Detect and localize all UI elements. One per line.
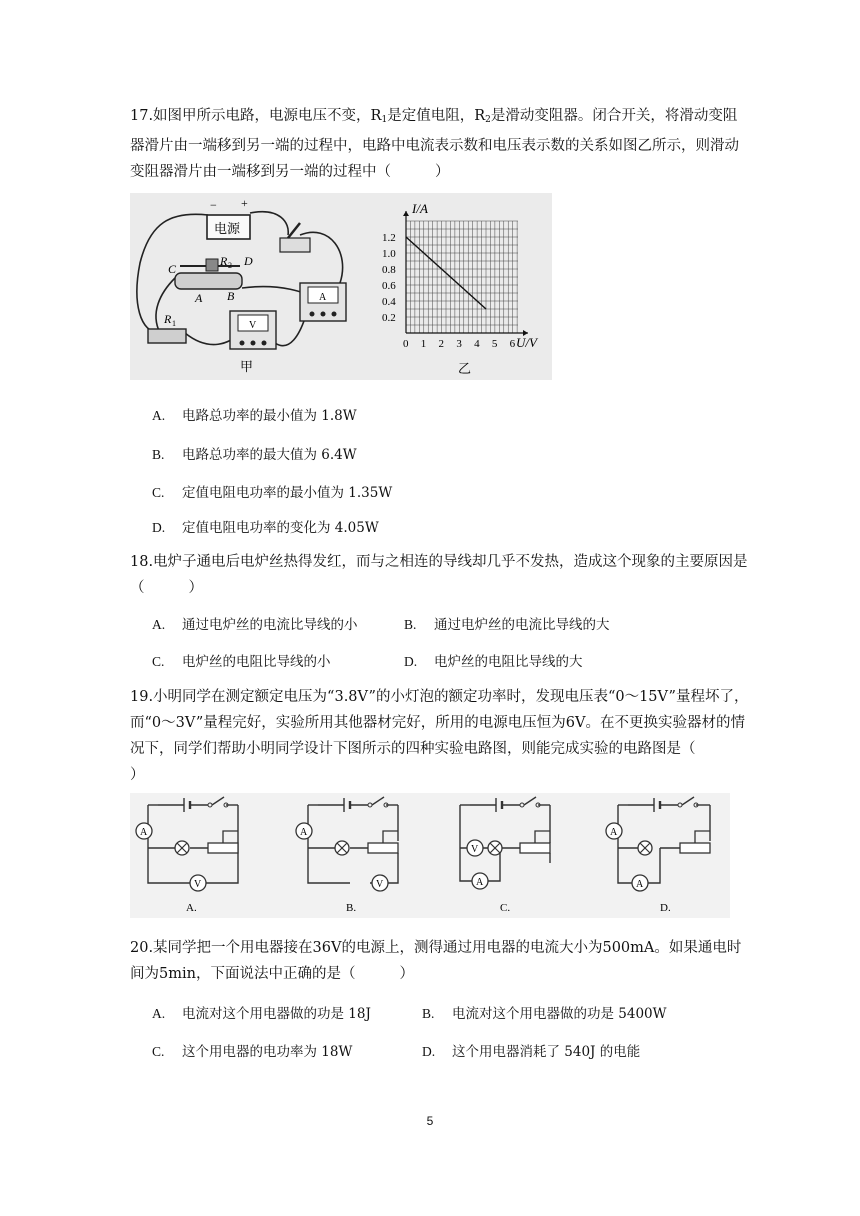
power-supply-label: 电源 <box>214 221 241 236</box>
option-letter: D. <box>152 520 166 535</box>
q20-close-paren: ） <box>399 966 414 982</box>
option-letter: C. <box>152 485 165 500</box>
option-text: 电炉丝的电阻比导线的小 <box>182 654 331 670</box>
x-tick-label: 1 <box>420 338 427 350</box>
option-text: 通过电炉丝的电流比导线的小 <box>182 617 358 633</box>
label-b: B <box>227 289 235 303</box>
ammeter-label: A <box>140 827 148 838</box>
r1-subscript: 1 <box>381 115 388 125</box>
x-tick-label: 5 <box>491 338 498 350</box>
q20-option-c[interactable] <box>152 1040 352 1060</box>
label-r2: R <box>220 254 228 268</box>
x-tick-label: 6 <box>509 338 516 350</box>
x-tick-label: 0 <box>403 338 409 350</box>
x-axis-label: U/V <box>516 335 537 350</box>
q17-close-paren: ） <box>435 164 450 180</box>
circuit-d <box>606 797 710 914</box>
q19-close-paren: ） <box>130 767 145 783</box>
question-20-text <box>130 935 750 987</box>
ammeter-label: A <box>636 879 644 890</box>
q17-text-part1: 17.如图甲所示电路，电源电压不变，R <box>130 108 382 124</box>
q17-option-a[interactable] <box>152 404 357 424</box>
label-c: C <box>168 262 177 276</box>
voltmeter-label: V <box>376 879 384 890</box>
ammeter-label: A <box>319 292 327 303</box>
q19-circuits <box>130 793 730 918</box>
q18-option-a[interactable] <box>152 613 358 633</box>
plus-terminal-label: + <box>241 196 248 210</box>
option-letter: D. <box>422 1044 436 1059</box>
circuit-c <box>460 797 550 914</box>
label-r2-sub: 2 <box>228 261 232 270</box>
q18-text: 18.电炉子通电后电炉丝热得发红，而与之相连的导线却几乎不发热，造成这个现象的主要原因是（ <box>130 554 748 596</box>
label-a: A <box>195 291 203 305</box>
option-letter: A. <box>152 617 166 632</box>
x-tick-label: 3 <box>456 338 462 350</box>
circuit-jia-svg <box>130 193 372 380</box>
q17-option-d[interactable] <box>152 516 379 536</box>
option-letter: A. <box>152 1006 166 1021</box>
ammeter-label: A <box>300 827 308 838</box>
q18-option-b[interactable] <box>404 613 610 633</box>
y-tick-label: 0.2 <box>382 312 396 324</box>
circuit-a <box>136 797 238 914</box>
question-19-text <box>130 684 750 788</box>
iu-graph <box>372 193 552 380</box>
option-letter: C. <box>152 654 165 669</box>
y-tick-label: 0.6 <box>382 280 396 292</box>
option-letter: B. <box>404 617 417 632</box>
question-17-text <box>130 103 750 185</box>
figure-yi-caption: 乙 <box>458 361 472 376</box>
q18-option-d[interactable] <box>404 650 583 670</box>
y-axis-label: I/A <box>412 201 428 216</box>
q20-option-d[interactable] <box>422 1040 640 1060</box>
voltmeter-label: V <box>194 879 202 890</box>
option-text: 电路总功率的最大值为 6.4W <box>182 447 357 463</box>
y-axis-arrow <box>403 211 409 216</box>
option-letter: B. <box>152 447 165 462</box>
q19-circuits-svg <box>130 793 730 918</box>
q18-option-c[interactable] <box>152 650 331 670</box>
minus-terminal-label: − <box>210 198 217 212</box>
option-text: 这个用电器的电功率为 18W <box>182 1044 353 1060</box>
option-letter: D. <box>404 654 418 669</box>
q17-text-part2: 是定值电阻，R <box>387 108 486 124</box>
voltmeter-label: V <box>249 320 257 331</box>
label-d: D <box>244 254 253 268</box>
q17-option-b[interactable] <box>152 443 357 463</box>
label-r1: R <box>164 312 172 326</box>
circuit-caption: C. <box>500 902 511 914</box>
figure-jia <box>130 193 372 380</box>
q20-text: 20.某同学把一个用电器接在36V的电源上，测得通过用电器的电流大小为500mA。如果通电时间为5min，下面说法中正确的是（ <box>130 940 742 982</box>
q20-option-a[interactable] <box>152 1002 371 1022</box>
circuit-b <box>296 797 398 914</box>
option-text: 定值电阻电功率的最小值为 1.35W <box>182 485 393 501</box>
r2-subscript: 2 <box>485 115 491 125</box>
q20-option-b[interactable] <box>422 1002 667 1022</box>
option-text: 电路总功率的最小值为 1.8W <box>182 408 357 424</box>
circuit-caption: A. <box>186 902 197 914</box>
q19-text: 19.小明同学在测定额定电压为“3.8V”的小灯泡的额定功率时，发现电压表“0～15V”量程坏了，而“0～3V”量程完好，实验所用其他器材完好，所用的电源电压恒为6V。在不更换实验器材的情况下，同学们帮助小明同学设计下图所示的四种实验电路图，则能完成实验的电路图是（ <box>130 689 749 757</box>
y-tick-label: 1.2 <box>382 232 396 244</box>
voltmeter-label: V <box>471 844 479 855</box>
option-letter: C. <box>152 1044 165 1059</box>
y-tick-label: 0.8 <box>382 264 396 276</box>
q17-option-c[interactable] <box>152 481 392 501</box>
question-18-text <box>130 549 750 601</box>
option-text: 电炉丝的电阻比导线的大 <box>434 654 583 670</box>
option-text: 电流对这个用电器做的功是 5400W <box>452 1006 667 1022</box>
y-tick-label: 0.4 <box>382 296 396 308</box>
ammeter-label: A <box>610 827 618 838</box>
option-text: 定值电阻电功率的变化为 4.05W <box>182 520 379 536</box>
y-tick-label: 1.0 <box>382 248 396 260</box>
label-r1-sub: 1 <box>172 319 176 328</box>
figure-jia-caption: 甲 <box>240 359 254 374</box>
x-tick-label: 2 <box>438 338 445 350</box>
circuit-caption: B. <box>346 902 357 914</box>
option-text: 电流对这个用电器做的功是 18J <box>182 1006 371 1022</box>
option-letter: A. <box>152 408 166 423</box>
option-text: 这个用电器消耗了 540J 的电能 <box>452 1044 641 1060</box>
x-tick-label: 4 <box>474 338 480 350</box>
q18-close-paren: ） <box>188 580 203 596</box>
switch-icon <box>280 223 310 252</box>
option-letter: B. <box>422 1006 435 1021</box>
ammeter-label: A <box>476 877 484 888</box>
page-number: 5 <box>426 1114 434 1128</box>
fixed-resistor-icon <box>148 329 186 343</box>
circuit-caption: D. <box>660 902 671 914</box>
option-text: 通过电炉丝的电流比导线的大 <box>434 617 610 633</box>
figure-yi <box>372 193 552 380</box>
q17-text-part3: 是滑动变阻器。闭合开关，将滑动变阻器滑片由一端移到另一端的过程中，电路中电流表示数和电压表示数的关系如图乙所示，则滑动变阻器滑片由一端移到另一端的过程中（ <box>130 108 739 180</box>
